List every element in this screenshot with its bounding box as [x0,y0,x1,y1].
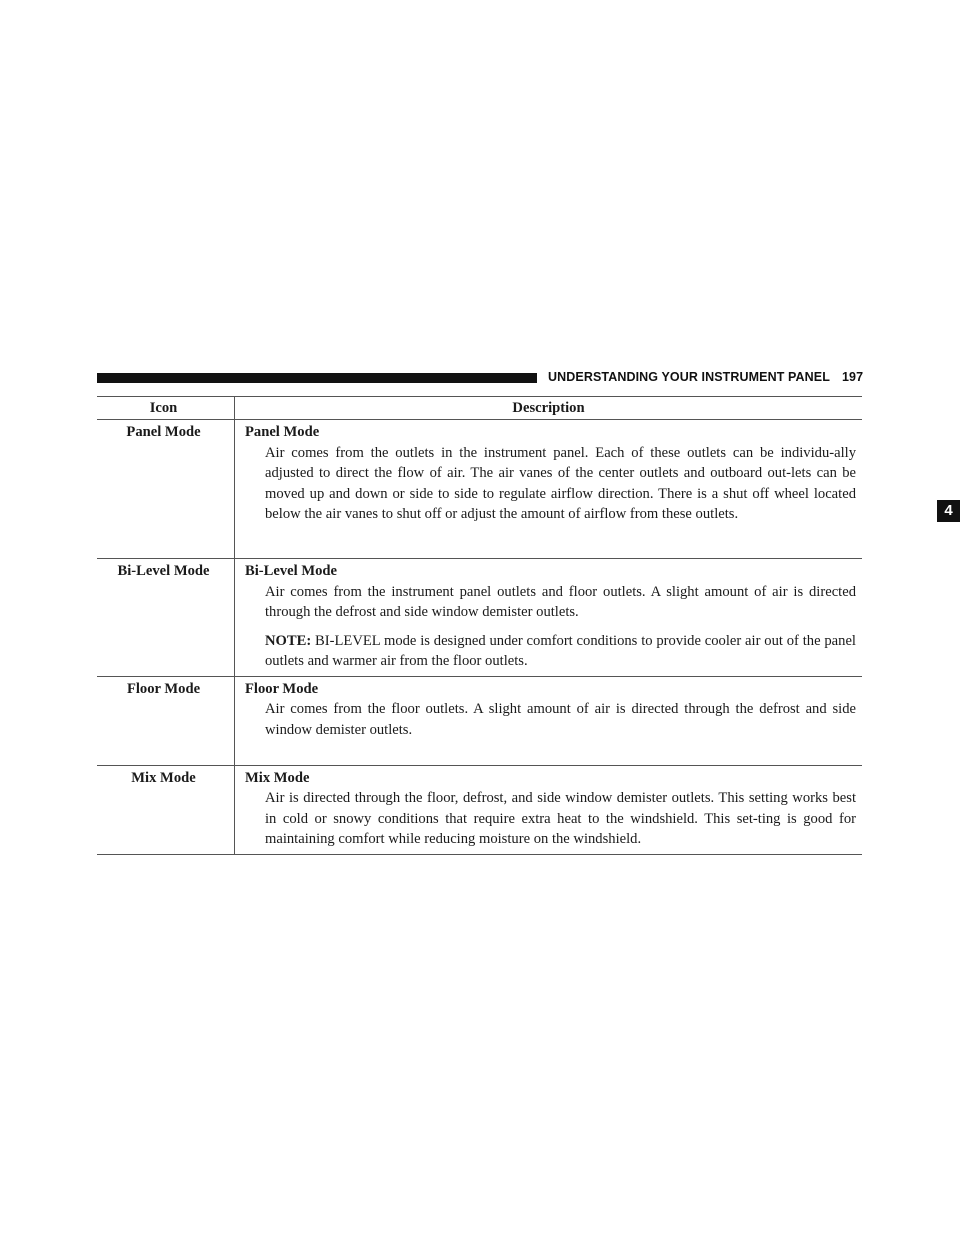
page-number: 197 [841,370,864,384]
note-text: BI-LEVEL mode is designed under comfort conditions to provide cooler air out of the panel outlets and warmer air from the floor outlets. [265,632,856,669]
mode-icon-cell: Floor Mode [97,676,235,765]
mode-text: Air comes from the outlets in the instrument panel. Each of these outlets can be individu-ally adjusted to direct the flow of air. The air vanes of the center outlets and outboard out-lets can be moved up and down or side to side to regulate airflow direction. There is a shut off wheel located below the air vanes to shut off or adjust the amount of airflow from these outlets. [265,444,856,522]
mode-description-cell [235,765,863,854]
mode-description-cell [235,420,863,559]
chapter-tab: 4 [937,500,960,522]
climate-modes-table [97,396,862,855]
mode-title: Mix Mode [245,769,310,786]
mode-icon-cell: Mix Mode [97,765,235,854]
mode-icon-cell: Panel Mode [97,420,235,559]
mode-title: Bi-Level Mode [245,563,338,579]
mode-text: Air comes from the floor outlets. A slight amount of air is directed through the defrost and side window demister outlets. [265,701,856,738]
running-header [548,370,863,384]
table-row [97,559,862,677]
note-label: NOTE: [265,632,312,649]
mode-title: Floor Mode [245,680,319,697]
mode-icon-cell: Bi-Level Mode [97,559,235,677]
mode-text: Air is directed through the floor, defrost, and side window demister outlets. This setting works best in cold or snowy conditions that require extra heat to the windshield. This set-ting is good for maintaining comfort while reducing moisture on the windshield. [265,790,856,847]
section-title: UNDERSTANDING YOUR INSTRUMENT PANEL [548,370,830,384]
table-row [97,765,862,854]
mode-text: Air comes from the instrument panel outlets and floor outlets. A slight amount of air is directed through the defrost and side window demister outlets. [265,583,856,620]
table-header-row [97,397,862,420]
mode-note [245,631,856,672]
header-rule [97,373,537,383]
column-header-description: Description [235,397,863,420]
mode-title: Panel Mode [245,424,320,440]
mode-description-cell [235,676,863,765]
mode-description-cell [235,559,863,677]
table-row [97,420,862,559]
table-row [97,676,862,765]
column-header-icon: Icon [97,397,235,420]
